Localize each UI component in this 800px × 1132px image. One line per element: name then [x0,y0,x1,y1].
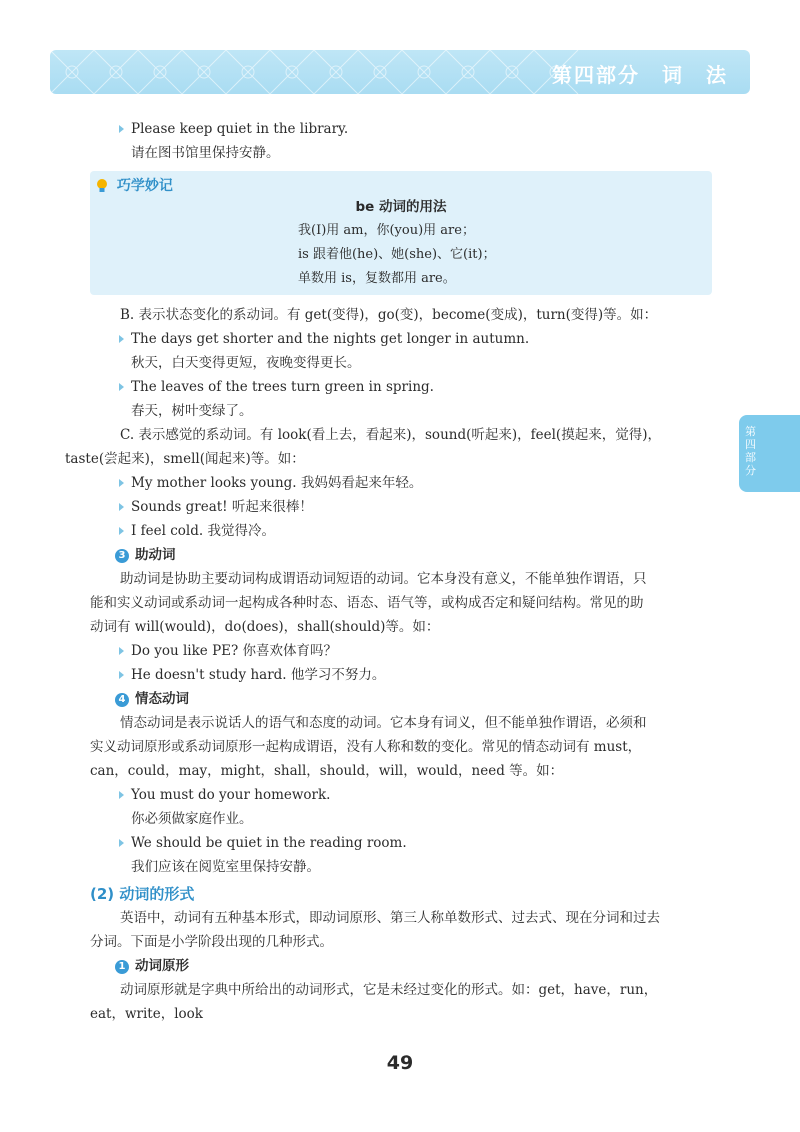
example-english: Please keep quiet in the library. [131,121,349,137]
example-english: The days get shorter and the nights get longer in autumn. [131,331,530,347]
tip-box [90,171,712,295]
lightbulb-icon [95,178,109,194]
bullet-triangle-icon [119,647,124,655]
side-tab[interactable] [739,415,800,492]
page-content [65,117,712,1026]
example-item [90,831,712,855]
section-c-intro: C. 表示感觉的系动词。有 look(看上去，看起来)，sound(听起来)，feel(摸起来，觉得)， [120,427,661,443]
modal-body: 实义动词原形或系动词原形一起构成谓语，没有人称和数的变化。常见的情态动词有 must， [90,739,642,755]
tip-title [95,175,173,195]
header-band [50,50,750,94]
example-translation: 我们应该在阅览室里保持安静。 [131,859,320,875]
aux-body: 助动词是协助主要动词构成谓语动词短语的动词。它本身没有意义，不能单独作谓语，只 [120,571,647,587]
base-form-heading [90,954,712,978]
aux-title: 助动词 [135,547,176,563]
example-text: Do you like PE? 你喜欢体育吗？ [131,643,338,659]
aux-heading [90,543,712,567]
tip-title-text: 巧学妙记 [116,178,173,194]
modal-body: 情态动词是表示说话人的语气和态度的动词。它本身有词义，但不能单独作谓语，必须和 [120,715,647,731]
header-title: 第四部分 词 法 [552,63,728,87]
example-item [90,519,712,543]
bullet-triangle-icon [119,791,124,799]
example-item [90,375,712,399]
example-english: We should be quiet in the reading room. [131,835,407,851]
bullet-triangle-icon [119,839,124,847]
page-number: 49 [386,1052,414,1074]
forms-body: 英语中，动词有五种基本形式，即动词原形、第三人称单数形式、过去式、现在分词和过去 [120,910,660,926]
example-text: My mother looks young. 我妈妈看起来年轻。 [131,475,423,491]
example-item [90,783,712,807]
tip-line: is 跟着他(he)、她(she)、它(it)； [298,247,496,262]
example-translation: 春天，树叶变绿了。 [131,403,253,419]
example-item [90,663,712,687]
bullet-triangle-icon [119,383,124,391]
bullet-triangle-icon [119,503,124,511]
number-badge: 1 [115,960,129,974]
example-translation: 秋天，白天变得更短，夜晚变得更长。 [131,355,361,371]
tip-line: 单数用 is，复数都用 are。 [298,271,456,286]
tip-heading: be 动词的用法 [355,199,447,215]
tip-body [298,219,496,291]
forms-body: 分词。下面是小学阶段出现的几种形式。 [90,934,333,950]
base-form-title: 动词原形 [135,958,189,974]
example-item [90,117,712,141]
example-item [90,639,712,663]
example-text: I feel cold. 我觉得冷。 [131,523,275,539]
example-translation: 请在图书馆里保持安静。 [131,145,280,161]
aux-body: 动词有 will(would)，do(does)，shall(should)等。如： [90,619,440,635]
section-c-intro-cont: taste(尝起来)，smell(闻起来)等。如： [65,451,305,467]
modal-title: 情态动词 [135,691,189,707]
forms-heading: (2) 动词的形式 [90,885,195,903]
example-item [90,327,712,351]
example-translation: 你必须做家庭作业。 [131,811,253,827]
bullet-triangle-icon [119,671,124,679]
modal-heading [90,687,712,711]
number-badge: 4 [115,693,129,707]
example-item [90,471,712,495]
bullet-triangle-icon [119,335,124,343]
example-item [90,495,712,519]
side-tab-label: 第四部分 [745,425,756,477]
example-english: The leaves of the trees turn green in spring. [131,379,434,395]
modal-body: can，could，may，might，shall，should，will，would，need 等。如： [90,763,564,779]
example-english: You must do your homework. [131,787,331,803]
tip-line: 我(I)用 am，你(you)用 are； [298,223,475,238]
base-form-body: eat，write，look [90,1006,203,1022]
base-form-body: 动词原形就是字典中所给出的动词形式，它是未经过变化的形式。如：get，have，run， [120,982,658,998]
aux-body: 能和实义动词或系动词一起构成各种时态、语态、语气等，或构成否定和疑问结构。常见的助 [90,595,644,611]
bullet-triangle-icon [119,479,124,487]
bullet-triangle-icon [119,125,124,133]
section-b-intro: B. 表示状态变化的系动词。有 get(变得)，go(变)，become(变成)，turn(变得)等。如： [120,307,658,323]
example-text: Sounds great! 听起来很棒！ [131,499,313,515]
number-badge: 3 [115,549,129,563]
bullet-triangle-icon [119,527,124,535]
example-text: He doesn't study hard. 他学习不努力。 [131,667,386,683]
